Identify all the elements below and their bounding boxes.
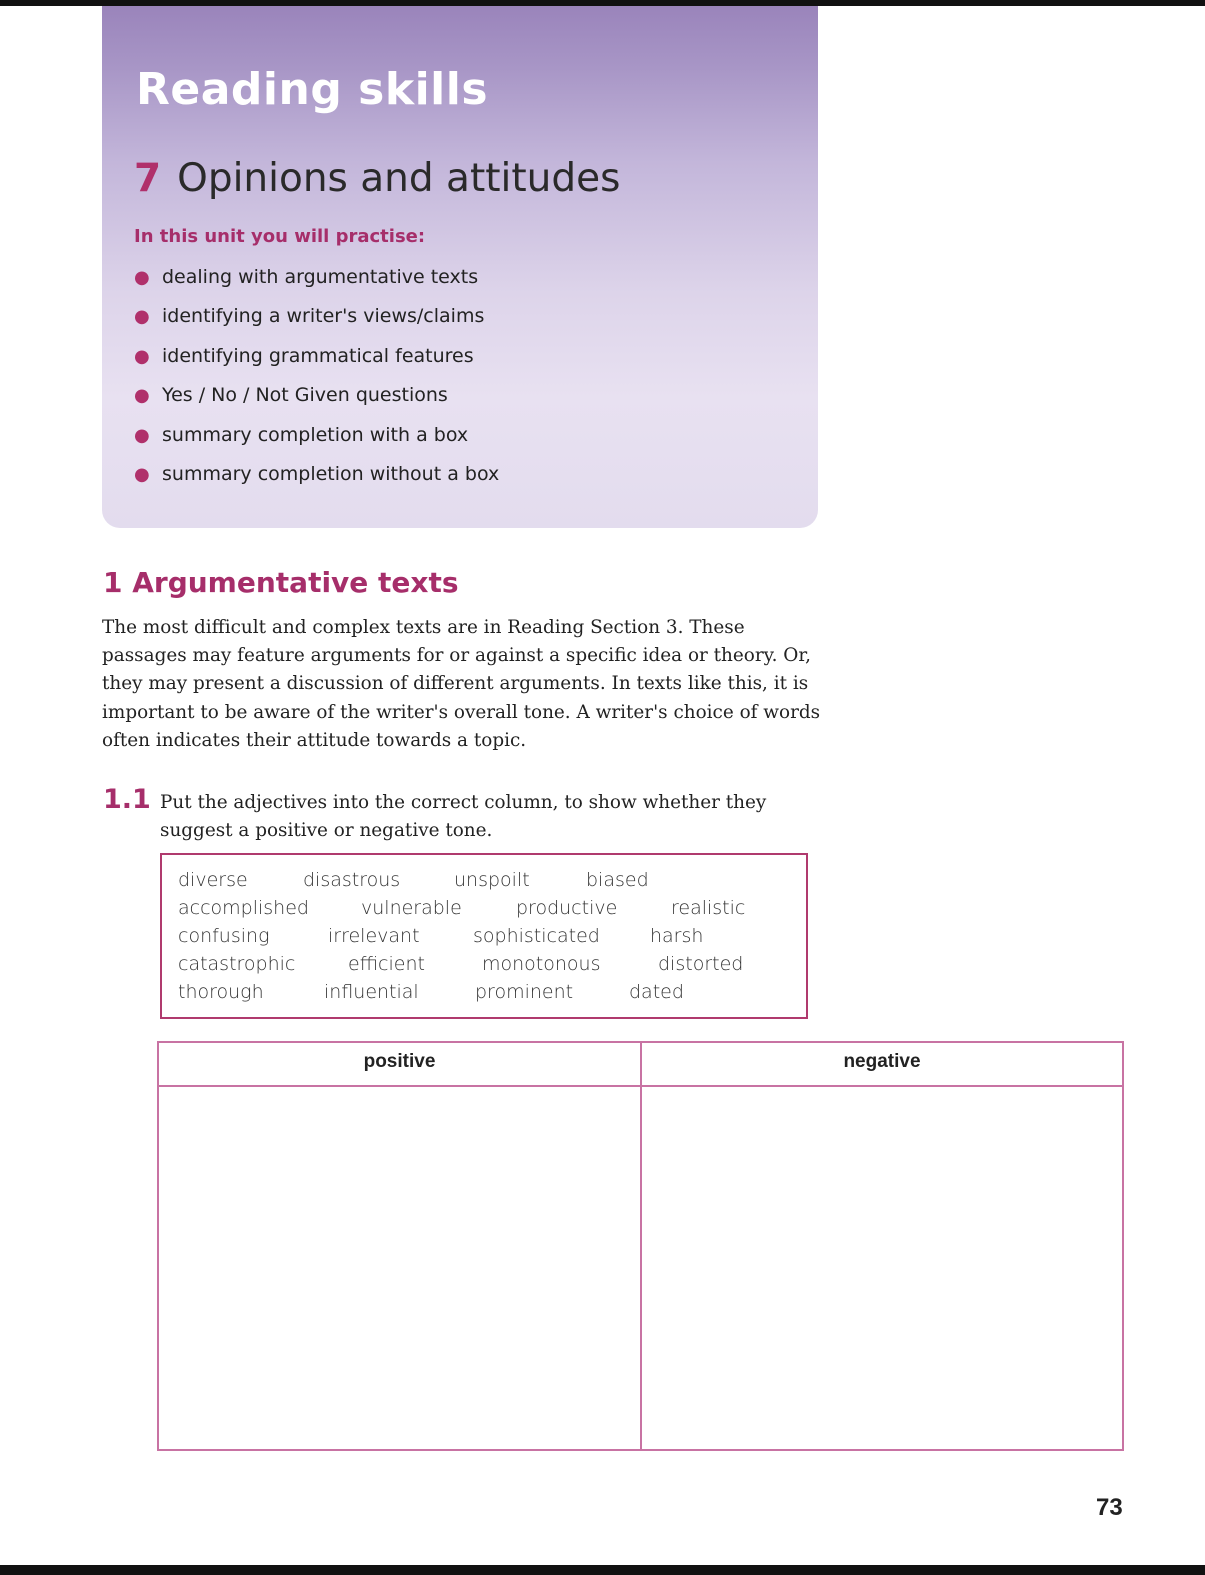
list-item-text: identifying a writer's views/claims [162, 305, 485, 328]
list-item-text: Yes / No / Not Given questions [162, 384, 448, 407]
positive-column-header: positive [363, 1051, 436, 1072]
word-item[interactable]: harsh [650, 925, 704, 947]
exercise-instruction: Put the adjectives into the correct column, to show whether they suggest a positive or negative tone. [160, 792, 767, 841]
section-heading: 1 Argumentative texts [103, 566, 459, 599]
page-number: 73 [1096, 1494, 1123, 1521]
word-item[interactable]: efficient [348, 953, 425, 975]
word-item[interactable]: influential [324, 981, 419, 1003]
word-item[interactable]: productive [516, 897, 618, 919]
word-item[interactable]: prominent [475, 981, 574, 1003]
list-item [130, 297, 499, 336]
list-item [130, 258, 499, 297]
word-item[interactable]: unspoilt [454, 869, 530, 891]
unit-title [134, 156, 620, 201]
section-label: Reading skills [136, 64, 489, 115]
positive-column-cell[interactable] [159, 1089, 640, 1449]
negative-column-header: negative [843, 1051, 921, 1072]
word-item[interactable]: biased [586, 869, 649, 891]
list-item-text: summary completion without a box [162, 462, 500, 485]
word-item[interactable]: sophisticated [473, 925, 600, 947]
word-item[interactable]: monotonous [482, 953, 601, 975]
unit-number: 7 [134, 156, 162, 201]
word-item[interactable]: irrelevant [328, 925, 420, 947]
word-item[interactable]: dated [629, 981, 684, 1003]
word-item[interactable]: catastrophic [178, 953, 296, 975]
word-item[interactable]: diverse [178, 869, 248, 891]
word-item[interactable]: disastrous [303, 869, 401, 891]
bullet-icon: ● [134, 267, 150, 288]
section-body: The most difficult and complex texts are in Reading Section 3. These passages may feature arguments for or against a specific idea or theory. Or, they may present a discussion of different arguments. In texts like this, it is important to be aware of the writer's overall tone. A writer's choice of words often indicates their attitude towards a topic. [102, 617, 821, 751]
word-item[interactable]: realistic [671, 897, 746, 919]
list-item [130, 455, 499, 494]
list-item-text: dealing with argumentative texts [162, 266, 479, 288]
bullet-icon: ● [134, 463, 150, 485]
word-item[interactable]: thorough [178, 981, 264, 1003]
practise-list [130, 258, 499, 494]
negative-column-cell[interactable] [642, 1089, 1122, 1449]
list-item [130, 376, 499, 415]
word-box [160, 853, 808, 1019]
bullet-icon: ● [134, 385, 150, 407]
bottom-page-rule [0, 1565, 1205, 1575]
bullet-icon: ● [134, 424, 150, 446]
word-item[interactable]: vulnerable [361, 897, 462, 919]
exercise-number: 1.1 [103, 784, 151, 815]
unit-title-text: Opinions and attitudes [177, 156, 621, 201]
list-item-text: identifying grammatical features [162, 344, 474, 367]
word-item[interactable]: confusing [178, 925, 270, 947]
bullet-icon: ● [134, 306, 150, 328]
word-item[interactable]: accomplished [178, 897, 309, 919]
list-item [130, 416, 499, 455]
word-item[interactable]: distorted [658, 953, 744, 975]
list-item-text: summary completion with a box [162, 423, 469, 446]
list-item [130, 337, 499, 376]
bullet-icon: ● [134, 345, 150, 367]
answer-table [157, 1041, 1124, 1451]
practise-intro: In this unit you will practise: [134, 226, 426, 247]
